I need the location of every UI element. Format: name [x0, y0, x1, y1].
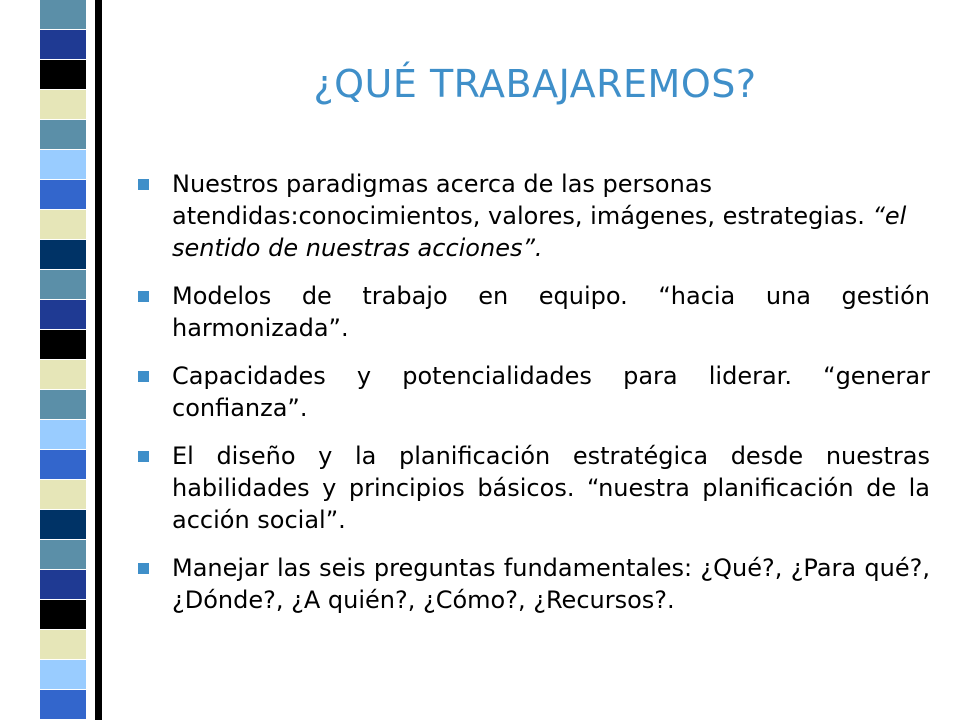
bullet-text: Modelos de trabajo en equipo. “hacia una gestión harmonizada”.: [172, 282, 930, 342]
decorative-stripe: [40, 150, 86, 180]
decorative-stripe: [40, 510, 86, 540]
bullet-text: Nuestros paradigmas acerca de las personas atendidas:conocimientos, valores, imágenes, estrategias.: [172, 170, 873, 230]
bullet-item-4: [130, 440, 930, 536]
decorative-stripe: [40, 660, 86, 690]
bullet-list: [130, 168, 930, 632]
decorative-stripe: [40, 300, 86, 330]
square-bullet-icon: [138, 371, 149, 382]
decorative-stripe: [40, 60, 86, 90]
decorative-stripe: [40, 0, 86, 30]
bullet-text: Capacidades y potencialidades para liderar. “generar confianza”.: [172, 362, 930, 422]
bullet-item-5: [130, 552, 930, 616]
square-bullet-icon: [138, 451, 149, 462]
bullet-emphasis: “el sentido de nuestras acciones”.: [172, 202, 907, 262]
decorative-stripe: [40, 210, 86, 240]
decorative-stripe: [40, 120, 86, 150]
square-bullet-icon: [138, 291, 149, 302]
square-bullet-icon: [138, 563, 149, 574]
decorative-stripe: [40, 360, 86, 390]
slide-title: ¿QUÉ TRABAJAREMOS?: [313, 62, 757, 106]
decorative-stripe: [40, 540, 86, 570]
decorative-edge-line: [95, 0, 102, 720]
decorative-stripe: [40, 450, 86, 480]
decorative-stripe: [40, 630, 86, 660]
decorative-stripe: [40, 600, 86, 630]
bullet-text: El diseño y la planificación estratégica desde nuestras habilidades y principios básicos. “nuestra planificación de la acción social”.: [172, 442, 930, 534]
decorative-stripe: [40, 690, 86, 720]
decorative-stripe: [40, 480, 86, 510]
decorative-stripe: [40, 90, 86, 120]
bullet-item-1: [130, 168, 930, 264]
decorative-stripe: [40, 180, 86, 210]
decorative-stripe: [40, 270, 86, 300]
decorative-stripe: [40, 240, 86, 270]
decorative-stripe: [40, 390, 86, 420]
bullet-item-2: [130, 280, 930, 344]
bullet-item-3: [130, 360, 930, 424]
decorative-stripes: [40, 0, 86, 720]
square-bullet-icon: [138, 179, 149, 190]
decorative-stripe: [40, 330, 86, 360]
decorative-stripe: [40, 570, 86, 600]
decorative-stripe: [40, 420, 86, 450]
decorative-stripe: [40, 30, 86, 60]
bullet-text: Manejar las seis preguntas fundamentales: ¿Qué?, ¿Para qué?, ¿Dónde?, ¿A quién?, ¿Cómo?, ¿Recursos?.: [172, 554, 930, 614]
decorative-left-bar: [0, 0, 110, 720]
